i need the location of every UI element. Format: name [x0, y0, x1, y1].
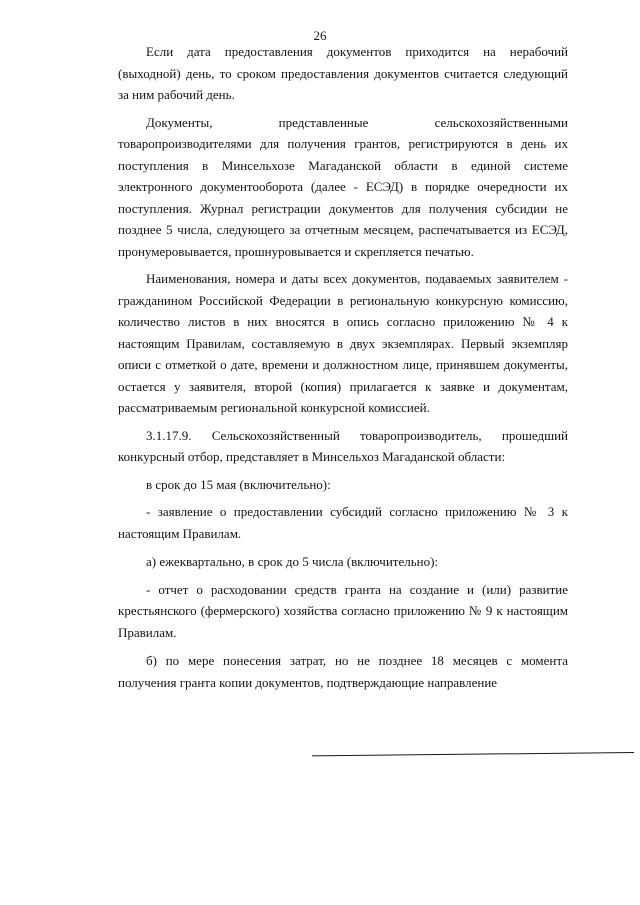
paragraph-subsidy-application: - заявление о предоставлении субсидий согласно приложению № 3 к настоящим Правилам.	[118, 504, 568, 541]
paragraph-cost-documents: б) по мере понесения затрат, но не позднее 18 месяцев с момента получения гранта копии документов, подтверждающие направление	[118, 653, 568, 690]
paragraph-deadline-may-15: в срок до 15 мая (включительно):	[146, 476, 331, 492]
paragraph-quarterly: а) ежеквартально, в срок до 5 числа (включительно):	[146, 554, 439, 569]
footer-divider-line	[312, 752, 634, 756]
paragraph-document-registration: Документы, представленные сельскохозяйственными товаропроизводителями для получения грантов, регистрируются в день их поступления в Минсельхозе Магаданской области в единой системе электронного документооборота (далее - ЕСЭД) в порядке очередности их поступления. Журнал регистрации документов для получения субсидии не позднее 5 числа, следующего за отчетным месяцем, распечатывается из ЕСЭД, пронумеровывается, прошнуровывается и скрепляется печатью.	[118, 114, 568, 259]
page-number: 26	[313, 28, 327, 43]
paragraph-document-inventory: Наименования, номера и даты всех документов, подаваемых заявителем - гражданином Российской Федерации в региональную конкурсную комиссию, количество листов в них вносятся в опись согласно приложению № 4 к настоящим Правилам, составляемую в двух экземплярах. Первый экземпляр описи с отметкой о дате, времени и должностном лице, принявшем документы, остается у заявителя, второй (копия) прилагается к заявке и документам, рассматриваемым региональной конкурсной комиссией.	[118, 271, 568, 415]
paragraph-section-3-1-17-9: 3.1.17.9. Сельскохозяйственный товаропроизводитель, прошедший конкурсный отбор, представляет в Минсельхоз Магаданской области:	[118, 427, 568, 464]
paragraph-grant-report: - отчет о расходовании средств гранта на создание и (или) развитие крестьянского (фермерского) хозяйства согласно приложению № 9 к настоящим Правилам.	[118, 581, 568, 640]
paragraph-nonworking-day: Если дата предоставления документов приходится на нерабочий (выходной) день, то сроком предоставления документов считается следующий за ним рабочий день.	[118, 44, 568, 102]
document-body	[118, 41, 568, 693]
